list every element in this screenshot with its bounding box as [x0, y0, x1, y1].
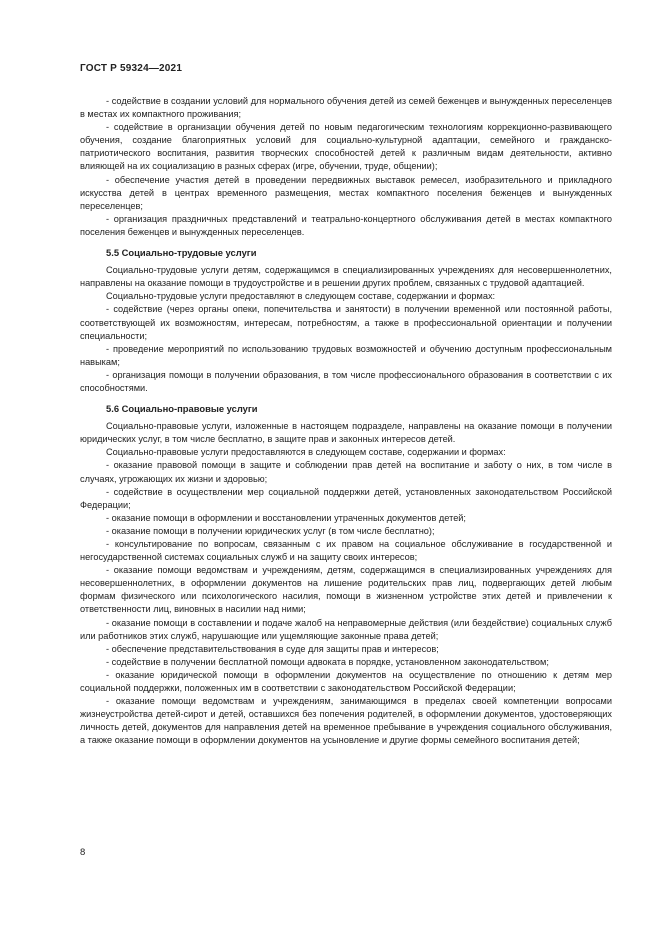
section-heading: 5.6 Социально-правовые услуги — [106, 403, 258, 415]
list-item: - консультирование по вопросам, связанным с их правом на социальное обслуживание в государственной и негосударственной системах социальных служб и на защиту своих интересов; — [80, 539, 612, 563]
list-item: - проведение мероприятий по использованию трудовых возможностей и обучению доступным профессиональным навыкам; — [80, 343, 612, 367]
list-item: - обеспечение участия детей в проведении передвижных выставок ремесел, изобразительного и прикладного искусства детей в центрах временного размещения, местах компактного поселения беженцев и вынужденных переселенцев; — [80, 174, 612, 211]
page-number: 8 — [80, 847, 86, 858]
list-item: - содействие в организации обучения детей по новым педагогическим технологиям коррекционно-развивающего обучения, создание благоприятных условий для социально-культурной адаптации, семейного и гражданско-патриотического воспитания, развития творческих способностей детей к различным видам деятельности, активно влияющей на их социализацию в разных сферах (игре, обучении, труде, общении); — [80, 122, 612, 172]
list-item: - содействие (через органы опеки, попечительства и занятости) в получении временной или постоянной работы, соответствующей их возможностям, интересам, потребностям, а также в профессиональной ориентации и получении специальности; — [80, 304, 612, 341]
list-item: - оказание помощи в оформлении и восстановлении утраченных документов детей; — [106, 512, 466, 523]
list-item: - содействие в создании условий для нормального обучения детей из семей беженцев и вынужденных переселенцев в местах их компактного проживания; — [80, 96, 612, 120]
document-code-header: ГОСТ Р 59324—2021 — [80, 63, 183, 74]
list-item: - оказание помощи в составлении и подаче жалоб на неправомерные действия (или бездействие) социальных служб или работников этих служб, нарушающие или ущемляющие законные права детей; — [80, 617, 612, 641]
list-item: - содействие в получении бесплатной помощи адвоката в порядке, установленном законодательством; — [106, 656, 549, 667]
list-item: - содействие в осуществлении мер социальной поддержки детей, установленных законодательством Российской Федерации; — [80, 486, 612, 510]
intro-list — [80, 95, 612, 239]
list-item: - оказание помощи в получении юридических услуг (в том числе бесплатно); — [106, 525, 435, 536]
list-item: - оказание помощи ведомствам и учреждениям, занимающимся в пределах своей компетенции вопросами жизнеустройства детей-сирот и детей, оставшихся без попечения родителей, в оформлении документов, удостоверяющих личность детей, документов для направления детей на временное пребывание в учреждения социального обслуживания, а также оказание помощи в оформлении документов на усыновление и другие формы семейного воспитания детей; — [80, 696, 612, 746]
paragraph: Социально-трудовые услуги предоставляют в следующем составе, содержании и формах: — [106, 291, 496, 302]
paragraph: Социально-правовые услуги, изложенные в настоящем подразделе, направлены на оказание помощи в получении юридических услуг, в том числе бесплатно, в защите прав и законных интересов детей. — [80, 421, 612, 445]
list-item: - организация праздничных представлений и театрально-концертного обслуживания детей в местах компактного поселения беженцев и вынужденных переселенцев. — [80, 213, 612, 237]
paragraph: Социально-трудовые услуги детям, содержащимся в специализированных учреждениях для несовершеннолетних, направлены на оказание помощи в трудоустройстве и в решении других проблем, связанных с трудовой адаптацией. — [80, 265, 612, 289]
section-5-6 — [80, 402, 612, 747]
list-item: - организация помощи в получении образования, в том числе профессионального образования в соответствии с их способностями. — [80, 369, 612, 393]
list-item: - оказание юридической помощи в оформлении документов на осуществление по отношению к детям мер социальной поддержки, положенных им в соответствии с законодательством Российской Федерации; — [80, 669, 612, 694]
list-item: - оказание помощи ведомствам и учреждениям, детям, содержащимся в специализированных учреждениях для несовершеннолетних, в оформлении документов на лишение родительских прав лиц, подвергающих детей любым формам физического или психологического насилия, помощи в жизненном устройстве этих детей и привлечении к ответственности лиц, виновных в насилии над ними; — [80, 565, 612, 615]
list-item: - обеспечение представительствования в суде для защиты прав и интересов; — [106, 643, 439, 654]
document-body — [80, 95, 612, 748]
section-5-5 — [80, 246, 612, 395]
section-heading: 5.5 Социально-трудовые услуги — [106, 247, 257, 259]
paragraph: Социально-правовые услуги предоставляются в следующем составе, содержании и формах: — [106, 447, 506, 458]
list-item: - оказание правовой помощи в защите и соблюдении прав детей на воспитание и заботу о них, в том числе в случаях, угрожающих их жизни и здоровью; — [80, 460, 612, 484]
